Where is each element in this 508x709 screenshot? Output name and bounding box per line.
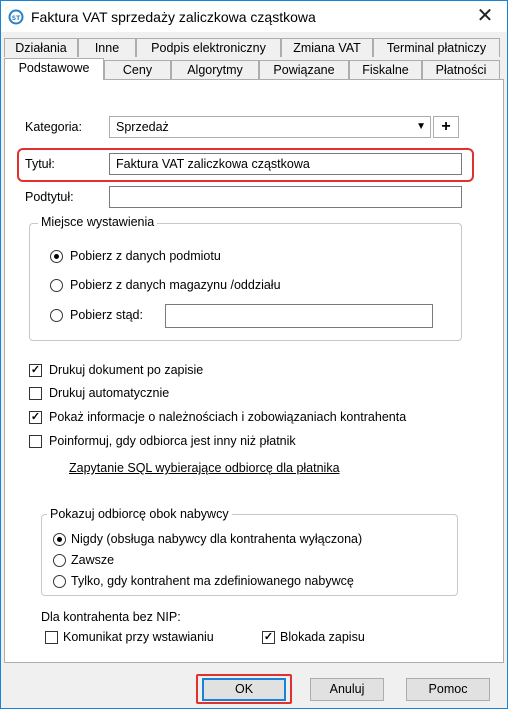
checkbox-pokaz-informacje[interactable] — [29, 411, 42, 424]
radio-tylko-gdy[interactable] — [53, 575, 66, 588]
tab-podstawowe[interactable]: Podstawowe — [4, 58, 104, 80]
radio-pobierz-z-magazynu-label: Pobierz z danych magazynu /oddziału — [70, 278, 281, 292]
tab-fiskalne[interactable]: Fiskalne — [349, 60, 422, 79]
tab-panel-podstawowe — [4, 79, 504, 663]
tytul-field[interactable]: Faktura VAT zaliczkowa cząstkowa — [109, 153, 462, 175]
tab-powiazane[interactable]: Powiązane — [259, 60, 349, 79]
radio-pobierz-z-podmiotu-label: Pobierz z danych podmiotu — [70, 249, 221, 263]
radio-pobierz-z-podmiotu[interactable] — [50, 250, 63, 263]
radio-zawsze-label: Zawsze — [71, 553, 115, 567]
tab-podpis-elektroniczny[interactable]: Podpis elektroniczny — [136, 38, 281, 57]
check-icon: ✓ — [263, 631, 274, 643]
checkbox-blokada-zapisu[interactable] — [262, 631, 275, 644]
check-icon: ✓ — [30, 411, 41, 423]
kategoria-select[interactable] — [109, 116, 431, 138]
radio-pobierz-stad[interactable] — [50, 309, 63, 322]
poinformuj-label: Poinformuj, gdy odbiorca jest inny niż płatnik — [49, 434, 296, 448]
tab-terminal-platniczy[interactable]: Terminal płatniczy — [373, 38, 500, 57]
radio-pobierz-z-magazynu[interactable] — [50, 279, 63, 292]
window-title: Faktura VAT sprzedaży zaliczkowa cząstkowa — [31, 9, 316, 25]
radio-nigdy-label: Nigdy (obsługa nabywcy dla kontrahenta wyłączona) — [71, 532, 363, 546]
miejsce-wystawienia-title: Miejsce wystawienia — [38, 215, 157, 229]
svg-text:ST: ST — [11, 15, 21, 22]
anuluj-button[interactable]: Anuluj — [310, 678, 384, 701]
radio-zawsze[interactable] — [53, 554, 66, 567]
checkbox-drukuj-automatycznie[interactable] — [29, 387, 42, 400]
radio-nigdy[interactable] — [53, 533, 66, 546]
add-kategoria-button[interactable] — [433, 116, 459, 138]
tab-zmiana-vat[interactable]: Zmiana VAT — [281, 38, 373, 57]
drukuj-automatycznie-label: Drukuj automatycznie — [49, 386, 170, 400]
tab-inne[interactable]: Inne — [78, 38, 136, 57]
radio-tylko-gdy-label: Tylko, gdy kontrahent ma zdefiniowanego nabywcę — [71, 574, 354, 588]
komunikat-label: Komunikat przy wstawianiu — [63, 630, 214, 644]
close-button[interactable] — [463, 1, 507, 32]
nip-label: Dla kontrahenta bez NIP: — [41, 610, 181, 624]
plus-icon: + — [441, 118, 451, 135]
pobierz-stad-field[interactable] — [165, 304, 433, 328]
app-icon — [8, 9, 24, 25]
close-icon: ✕ — [476, 5, 494, 27]
podtytul-field[interactable] — [109, 186, 462, 208]
tab-algorytmy[interactable]: Algorytmy — [171, 60, 259, 79]
checkbox-poinformuj[interactable] — [29, 435, 42, 448]
tab-dzialania[interactable]: Działania — [4, 38, 78, 57]
tab-ceny[interactable]: Ceny — [104, 60, 171, 79]
pokaz-informacje-label: Pokaż informacje o należnościach i zobowiązaniach kontrahenta — [49, 410, 407, 424]
chevron-down-icon: ▼ — [416, 121, 426, 132]
tab-platnosci[interactable]: Płatności — [422, 60, 500, 79]
kategoria-value: Sprzedaż — [116, 120, 169, 134]
pokazuj-odbiorce-title: Pokazuj odbiorcę obok nabywcy — [47, 507, 232, 521]
kategoria-label: Kategoria: — [25, 120, 82, 134]
podtytul-label: Podtytuł: — [25, 190, 74, 204]
checkbox-drukuj-po-zapisie[interactable] — [29, 364, 42, 377]
ok-button[interactable]: OK — [202, 678, 286, 701]
tytul-label: Tytuł: — [25, 157, 55, 171]
drukuj-po-zapisie-label: Drukuj dokument po zapisie — [49, 363, 204, 377]
check-icon: ✓ — [30, 364, 41, 376]
title-bar — [1, 1, 507, 32]
pomoc-button[interactable]: Pomoc — [406, 678, 490, 701]
radio-pobierz-stad-label: Pobierz stąd: — [70, 308, 143, 322]
zapytanie-sql-link[interactable]: Zapytanie SQL wybierające odbiorcę dla płatnika — [69, 461, 340, 475]
blokada-zapisu-label: Blokada zapisu — [280, 630, 365, 644]
checkbox-komunikat[interactable] — [45, 631, 58, 644]
